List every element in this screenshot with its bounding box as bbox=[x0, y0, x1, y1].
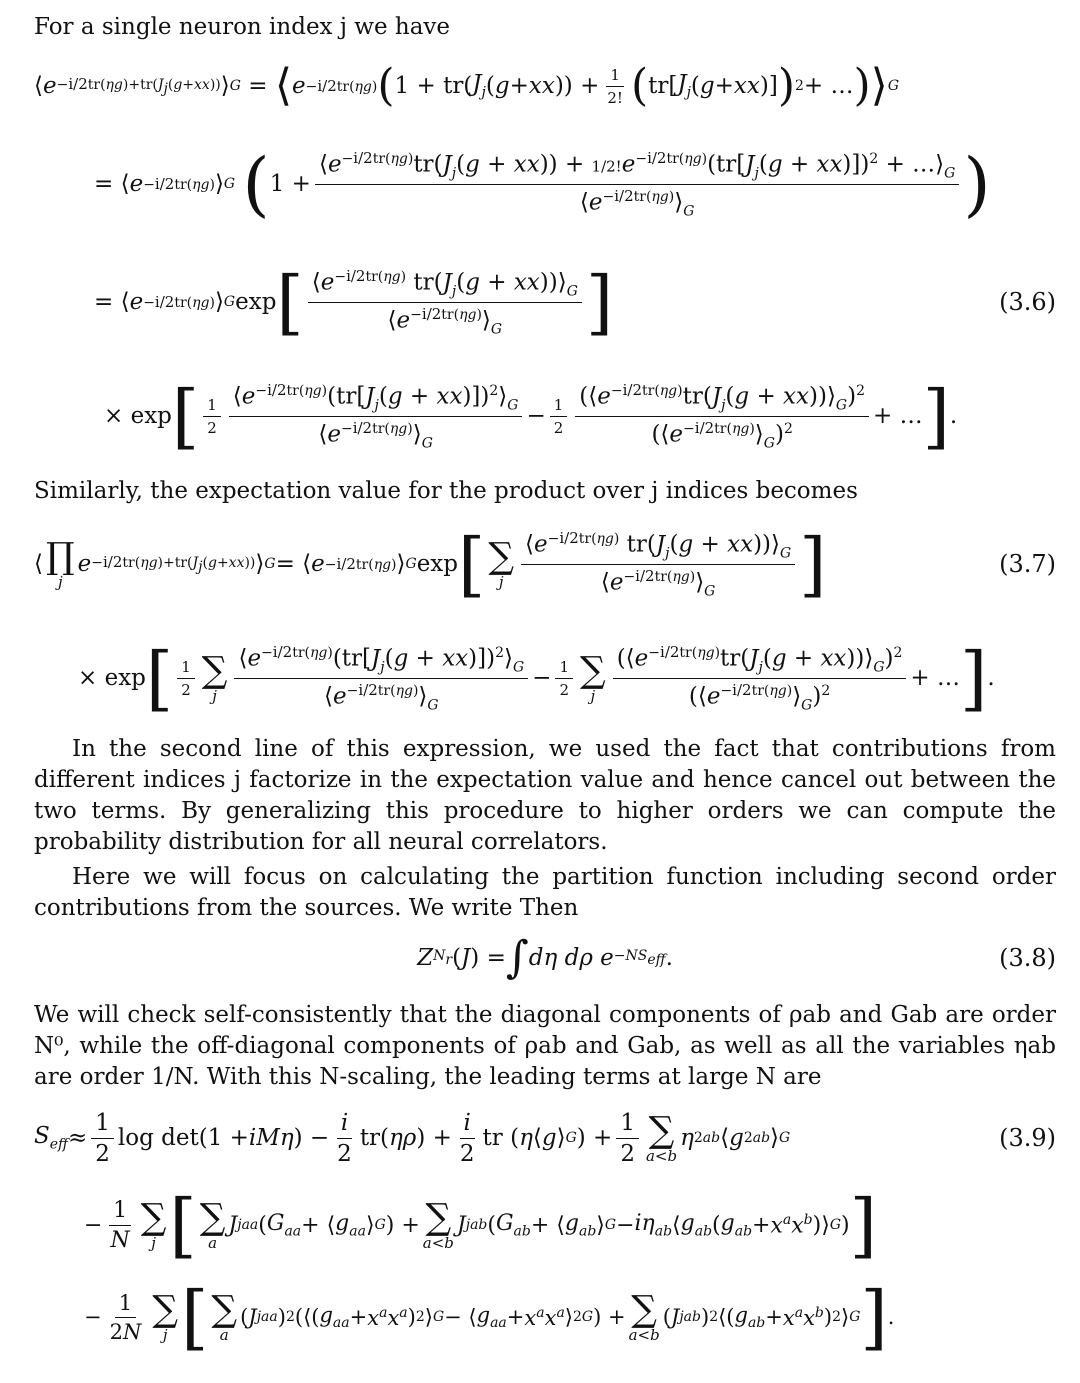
equation-3-7-line-1 bbox=[34, 514, 1056, 614]
eq-3-6-l4-body: × exp [ $\frac{1}{2}$ $\frac{⟨e^{-i/2tr(\eta g)}(tr[J_j(g + xx)])^2⟩_G}{⟨e^{-i/2tr(\eta g)}⟩_G}$ − $\frac{1}{2}$ $\frac{(⟨e^{-i/2tr(\eta g)}tr(J_j(g + xx))⟩_G)^2}{(⟨e^{-i/2tr(\eta g)}⟩_G)^2}$ + … ] . bbox=[104, 375, 958, 457]
eq-3-8-body: Z $N_r$ ( J ) = ∫ dη dρ e $-NS_{eff}$ . bbox=[417, 932, 673, 983]
eq-3-7-l1-body: ⟨ ∏ j e $-i/2tr(\eta g)+tr(J_j(g+xx))$ ⟩ G = ⟨ e −i/2tr(ηg) ⟩ G exp [ ∑ j $\frac{⟨e^{-i/2tr(\eta g)} tr(J_j(g + xx))⟩_G}{⟨e^{-i/2tr(\eta g)}⟩_G}$ ] bbox=[34, 523, 827, 605]
eq-3-9-l2-body: − $\frac{1}{N}$ ∑ j [ ∑ a J j aa ( $G_{aa}$ + ⟨ $g_{aa}$ ⟩ G ) + ∑ a<b J j ab ( $G_{ab}$ + ⟨ $g_{ab}$ ⟩ G − $i\eta_{ab}$ ⟨ $g_{ab}$ ( $g_{ab}$ + $x^ax^b$ )⟩ G ) ] bbox=[84, 1184, 877, 1266]
equation-3-8 bbox=[34, 926, 1056, 990]
equation-number-3-9: (3.9) bbox=[999, 1124, 1056, 1152]
equation-3-9-line-3 bbox=[34, 1272, 1056, 1362]
paragraph-similarly: Similarly, the expectation value for the product over j indices becomes bbox=[34, 478, 858, 504]
equation-3-6-line-2 bbox=[34, 124, 1056, 244]
paragraph-scaling: We will check self-consistently that the diagonal components of ρab and Gab are order N⁰, while the off-diagonal components of ρab and Gab, as well as all the variables ηab are order 1/N. With this N-scaling, the leading terms at large N are bbox=[34, 1002, 1056, 1090]
equation-3-6-line-4 bbox=[34, 366, 1056, 466]
equation-number-3-7: (3.7) bbox=[999, 550, 1056, 578]
eq-3-6-l2-body: = ⟨ e −i/2tr(ηg) ⟩ G ( 1 + $⟨e^{-i/2tr(\eta g)}tr(J_j(g + xx)) + 1/2!e^{-i/2tr(\eta g)}(tr[J_j(g + xx)])^2$ + $\dots⟩_G$ $⟨e^{-i/2tr(\eta g)}⟩_G$ ) bbox=[94, 143, 991, 225]
equation-3-9-line-1 bbox=[34, 1100, 1056, 1176]
equation-3-7-line-2 bbox=[34, 628, 1056, 728]
eq-3-6-l3-body: = ⟨ e −i/2tr(ηg) ⟩ G exp [ $\frac{⟨e^{-i/2tr(\eta g)} tr(J_j(g + xx))⟩_G}{⟨e^{-i/2tr(\eta g)}⟩_G}$ ] bbox=[94, 261, 614, 343]
eq-3-6-l1-body: ⟨ e $-i/2tr(\eta g)+tr(J_j(g+xx))$ ⟩ G = ⟨ e −i/2tr(ηg) ( 1 + tr( $J_j$ ( g + xx )) + $\frac{1}{2!}$ ( tr[ $J_j$ ( g + xx )] ) 2 + … ) ⟩ G bbox=[34, 60, 900, 111]
paragraph-partition: Here we will focus on calculating the partition function including second order contributions from the sources. We write Then bbox=[34, 864, 1056, 921]
eq-3-9-l1-body: $S_{eff}$ ≈ $\frac{1}{2}$ log det(1 + iMη ) − $\frac{i}{2}$ tr( ηρ ) + $\frac{i}{2}$ tr ( η ⟨ g ⟩ G ) + $\frac{1}{2}$ ∑ a<b η 2 ab ⟨ g 2 ab ⟩ G bbox=[34, 1109, 791, 1167]
paragraph-intro: For a single neuron index j we have bbox=[34, 14, 451, 40]
equation-3-6-line-3 bbox=[34, 252, 1056, 352]
paragraph-factorize: In the second line of this expression, we used the fact that contributions from different indices j factorize in the expectation value and hence cancel out between the two terms. By generalizing this procedure to higher orders we can compute the probability distribution for all neural correlators. bbox=[34, 736, 1056, 855]
equation-3-9-line-2 bbox=[34, 1180, 1056, 1270]
eq-3-7-l2-body: × exp [ $\frac{1}{2}$ ∑ j $\frac{⟨e^{-i/2tr(\eta g)}(tr[J_j(g + xx)])^2⟩_G}{⟨e^{-i/2tr(\eta g)}⟩_G}$ − $\frac{1}{2}$ ∑ j $\frac{(⟨e^{-i/2tr(\eta g)}tr(J_j(g + xx))⟩_G)^2}{(⟨e^{-i/2tr(\eta g)}⟩_G)^2}$ + … ] . bbox=[78, 637, 995, 719]
equation-number-3-8: (3.8) bbox=[999, 944, 1056, 972]
equation-number-3-6: (3.6) bbox=[999, 288, 1056, 316]
equation-3-6-line-1 bbox=[34, 48, 1056, 124]
eq-3-9-l3-body: − $\frac{1}{2N}$ ∑ j [ ∑ a ( J j aa ) 2 (⟨( $g_{aa}$ + $x^ax^a$ ) 2 ⟩ G − ⟨ $g_{aa}$ + $x^ax^a$ ⟩ 2 G ) + ∑ a<b ( J j ab ) 2 ⟨( $g_{ab}$ + $x^ax^b$ ) 2 ⟩ G ] . bbox=[84, 1276, 895, 1358]
